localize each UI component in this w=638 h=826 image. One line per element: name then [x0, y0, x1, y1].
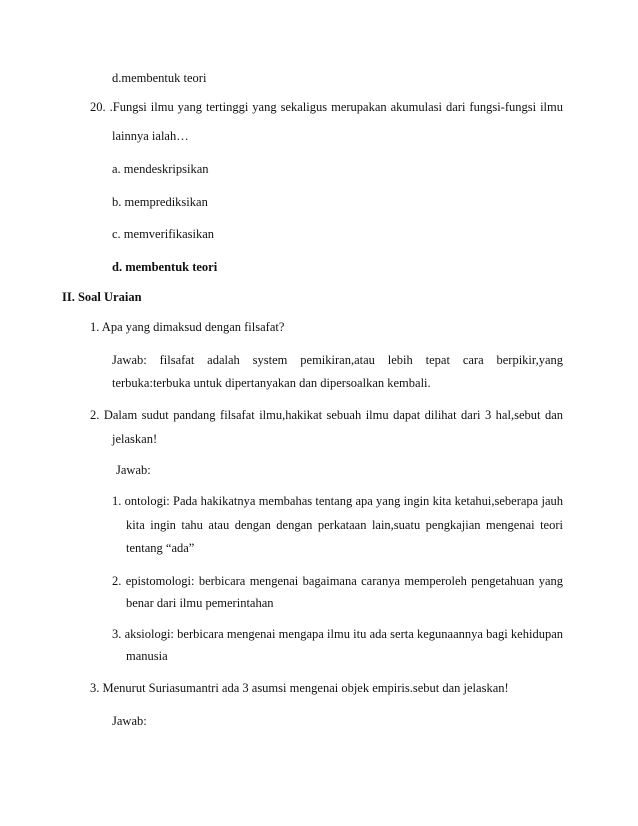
- u1-answer-line2: terbuka:terbuka untuk dipertanyakan dan dipersoalkan kembali.: [112, 376, 431, 390]
- q20-question-line1: 20. .Fungsi ilmu yang tertinggi yang sekaligus merupakan akumulasi dari fungsi-fungsi ilmu: [90, 100, 563, 114]
- q20-option-a: a. mendeskripsikan: [112, 162, 209, 176]
- u2-item3-line1: 3. aksiologi: berbicara mengenai mengapa ilmu itu ada serta kegunaannya bagi kehidupan: [112, 627, 563, 641]
- u2-item1-line1: 1. ontologi: Pada hakikatnya membahas tentang apa yang ingin kita ketahui,seberapa jauh: [112, 494, 563, 508]
- u2-item1-line3: tentang “ada”: [126, 541, 195, 555]
- u3-answer-label: Jawab:: [112, 714, 147, 728]
- section-heading: II. Soal Uraian: [62, 290, 142, 304]
- u2-item2-line2: benar dari ilmu pemerintahan: [126, 596, 274, 610]
- u2-item3-line2: manusia: [126, 649, 168, 663]
- u2-item1-line2: kita ingin tahu atau dengan dengan perkataan lain,suatu pengkajian mengenai teori: [126, 518, 563, 532]
- q20-option-b: b. memprediksikan: [112, 195, 208, 209]
- q19-option-d: d.membentuk teori: [112, 71, 207, 85]
- u2-question-line2: jelaskan!: [112, 432, 158, 446]
- q20-question-line2: lainnya ialah…: [112, 129, 189, 143]
- u1-question: 1. Apa yang dimaksud dengan filsafat?: [90, 320, 285, 334]
- q20-option-d: d. membentuk teori: [112, 260, 218, 274]
- u2-item2-line1: 2. epistomologi: berbicara mengenai bagaimana caranya memperoleh pengetahuan yang: [112, 574, 563, 588]
- u1-answer-line1: Jawab: filsafat adalah system pemikiran,atau lebih tepat cara berpikir,yang: [112, 353, 563, 367]
- q20-option-c: c. memverifikasikan: [112, 227, 215, 241]
- u2-question-line1: 2. Dalam sudut pandang filsafat ilmu,hakikat sebuah ilmu dapat dilihat dari 3 hal,sebut dan: [90, 408, 563, 422]
- u2-answer-label: Jawab:: [116, 463, 151, 477]
- u3-question: 3. Menurut Suriasumantri ada 3 asumsi mengenai objek empiris.sebut dan jelaskan!: [90, 681, 509, 695]
